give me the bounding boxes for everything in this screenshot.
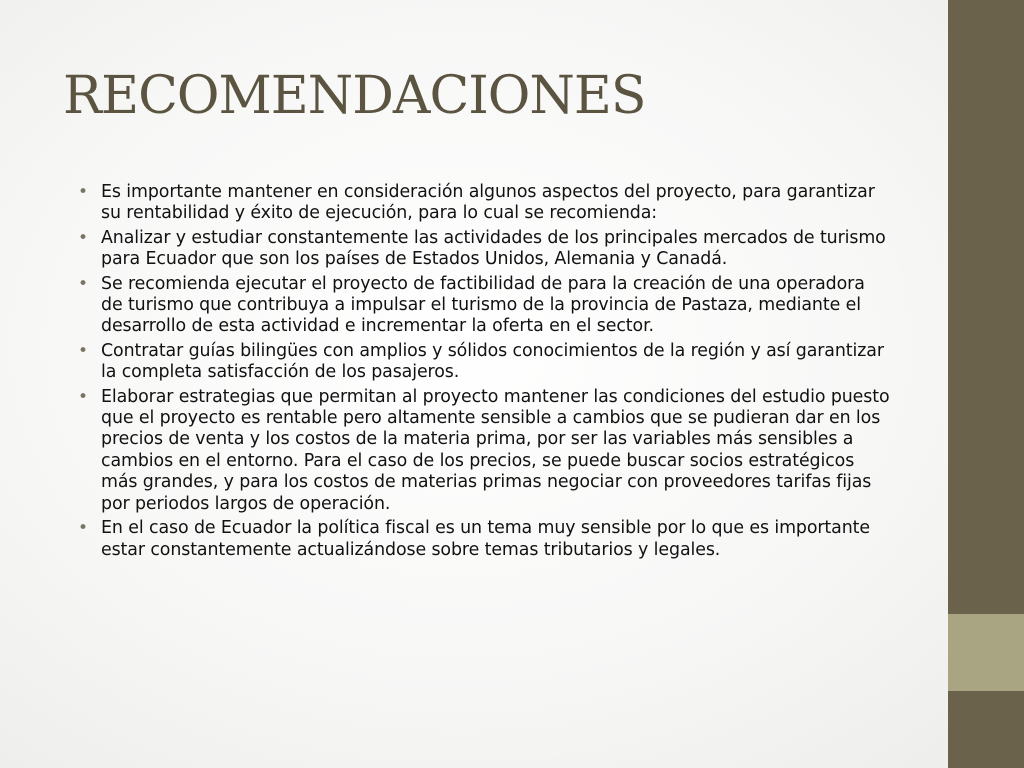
bullet-text: Se recomienda ejecutar el proyecto de factibilidad de para la creación de una operadora de turismo que contribuya a impulsar el turismo de la provincia de Pastaza, mediante el desarrollo de esta actividad e incrementar la oferta en el sector. [101,273,865,337]
bullet-icon: • [78,273,88,294]
bullet-icon: • [78,518,88,539]
bullet-text: Contratar guías bilingües con amplios y sólidos conocimientos de la región y así garantizar la completa satisfacción de los pasajeros. [101,340,884,383]
bullet-icon: • [78,340,88,361]
bullet-text: Elaborar estrategias que permitan al proyecto mantener las condiciones del estudio puesto que el proyecto es rentable pero altamente sensible a cambios que se pudieran dar en los precios de venta y los costos de la materia prima, por ser las variables más sensibles a cambios en el entorno. Para el caso de los precios, se puede buscar socios estratégicos más grandes, y para los costos de materias primas negociar con proveedores tarifas fijas por periodos largos de operación. [101,386,890,514]
slide-title: RECOMENDACIONES [63,66,646,126]
bullet-list [78,182,890,564]
bullet-icon: • [78,182,88,202]
bullet-text: Es importante mantener en consideración algunos aspectos del proyecto, para garantizar su rentabilidad y éxito de ejecución, para lo cual se recomienda: [101,182,875,224]
bullet-icon: • [78,227,88,248]
bullet-text: En el caso de Ecuador la política fiscal es un tema muy sensible por lo que es importante estar constantemente actualizándose sobre temas tributarios y legales. [101,518,870,560]
bullet-item [78,387,890,515]
bullet-item [78,228,890,271]
bullet-text: Analizar y estudiar constantemente las actividades de los principales mercados de turismo para Ecuador que son los países de Estados Unidos, Alemania y Canadá. [101,227,886,270]
bullet-item [78,518,890,561]
side-decoration-accent [948,614,1024,691]
bullet-item [78,341,890,384]
bullet-item [78,182,890,225]
bullet-icon: • [78,386,88,407]
bullet-item [78,274,890,338]
